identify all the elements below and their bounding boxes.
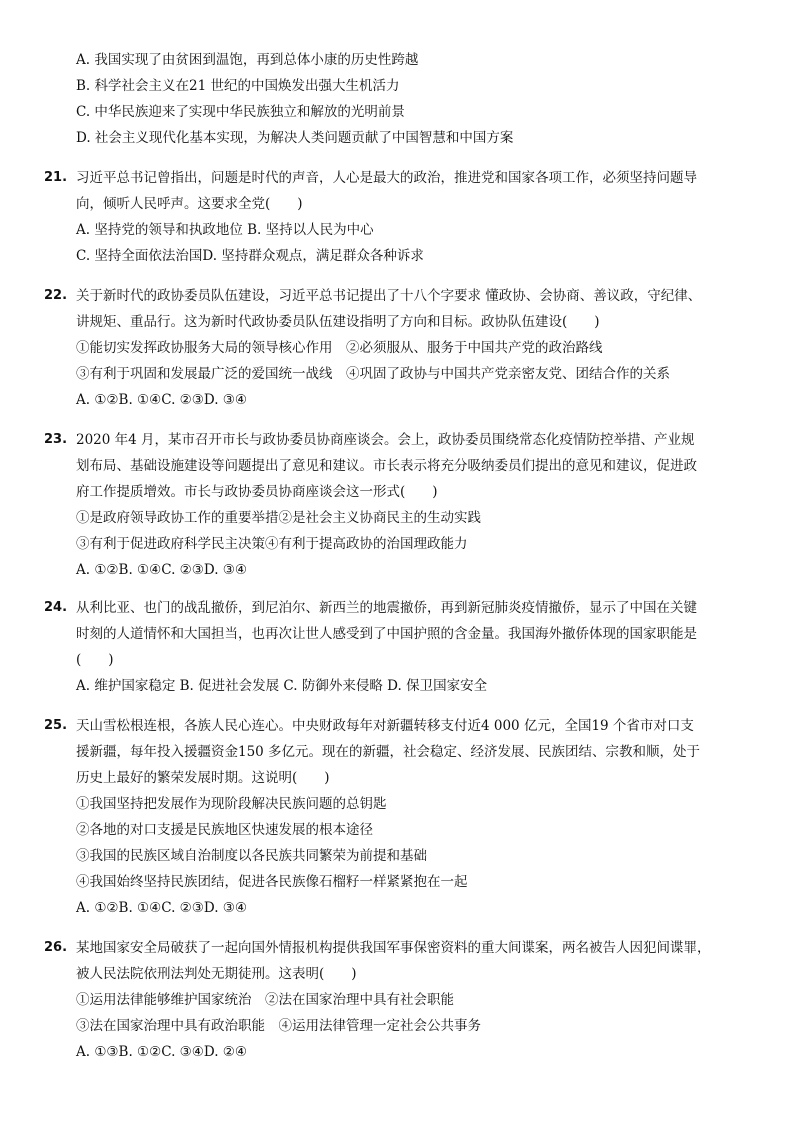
option-line: A. ①②B. ①④C. ②③D. ③④ [76, 392, 248, 408]
question-stem: 2020 年4 月，某市召开市长与政协委员协商座谈会。会上，政协委员围绕常态化疫情防控举措、产业规 [76, 432, 695, 448]
question-stem: 讲规矩、重品行。这为新时代政协委员队伍建设指明了方向和目标。政协队伍建设( ) [76, 314, 600, 330]
question-number: 26. [44, 940, 68, 955]
option-line: D. 社会主义现代化基本实现，为解决人类问题贡献了中国智慧和中国方案 [76, 130, 514, 146]
statement-line: ①是政府领导政协工作的重要举措②是社会主义协商民主的生动实践 [76, 510, 481, 526]
option-line: C. 坚持全面依法治国D. 坚持群众观点，满足群众各种诉求 [76, 248, 424, 264]
statement-line: ③有利于促进政府科学民主决策④有利于提高政协的治国理政能力 [76, 536, 468, 552]
statement-line: ③有利于巩固和发展最广泛的爱国统一战线 ④巩固了政协与中国共产党亲密友党、团结合作的关系 [76, 366, 670, 382]
statement-line: ③法在国家治理中具有政治职能 ④运用法律管理一定社会公共事务 [76, 1018, 481, 1034]
option-line: A. ①③B. ①②C. ③④D. ②④ [76, 1044, 248, 1060]
question-stem: 援新疆，每年投入援疆资金150 多亿元。现在的新疆，社会稳定、经济发展、民族团结、宗教和顺，处于 [76, 744, 701, 760]
question-stem: 天山雪松根连根，各族人民心连心。中央财政每年对新疆转移支付近4 000 亿元，全国19 个省市对口支 [76, 718, 694, 734]
question-number: 21. [44, 170, 68, 185]
question-stem: 从利比亚、也门的战乱撤侨，到尼泊尔、新西兰的地震撤侨，再到新冠肺炎疫情撤侨，显示了中国在关键 [76, 600, 697, 616]
option-line: B. 科学社会主义在21 世纪的中国焕发出强大生机活力 [76, 78, 400, 94]
statement-line: ①运用法律能够维护国家统治 ②法在国家治理中具有社会职能 [76, 992, 454, 1008]
question-stem: ( ) [76, 652, 114, 668]
option-line: C. 中华民族迎来了实现中华民族独立和解放的光明前景 [76, 104, 405, 120]
option-line: A. ①②B. ①④C. ②③D. ③④ [76, 562, 248, 578]
option-line: A. ①②B. ①④C. ②③D. ③④ [76, 900, 248, 916]
question-stem: 习近平总书记曾指出，问题是时代的声音，人心是最大的政治，推进党和国家各项工作，必须坚持问题导 [76, 170, 697, 186]
statement-line: ②各地的对口支援是民族地区快速发展的根本途径 [76, 822, 373, 838]
question-stem: 某地国家安全局破获了一起向国外情报机构提供我国军事保密资料的重大间谍案，两名被告人因犯间谍罪， [76, 940, 711, 956]
question-number: 23. [44, 432, 68, 447]
question-stem: 府工作提质增效。市长与政协委员协商座谈会这一形式( ) [76, 484, 438, 500]
statement-line: ③我国的民族区域自治制度以各民族共同繁荣为前提和基础 [76, 848, 427, 864]
question-number: 25. [44, 718, 68, 733]
question-stem: 划布局、基础设施建设等问题提出了意见和建议。市长表示将充分吸纳委员们提出的意见和建议，促进政 [76, 458, 697, 474]
statement-line: ①我国坚持把发展作为现阶段解决民族问题的总钥匙 [76, 796, 387, 812]
question-stem: 关于新时代的政协委员队伍建设，习近平总书记提出了十八个字要求 懂政协、会协商、善议政，守纪律、 [76, 288, 702, 304]
question-number: 24. [44, 600, 68, 615]
question-stem: 时刻的人道情怀和大国担当，也再次让世人感受到了中国护照的含金量。我国海外撤侨体现的国家职能是 [76, 626, 697, 642]
statement-line: ①能切实发挥政协服务大局的领导核心作用 ②必须服从、服务于中国共产党的政治路线 [76, 340, 603, 356]
statement-line: ④我国始终坚持民族团结，促进各民族像石榴籽一样紧紧抱在一起 [76, 874, 468, 890]
question-stem: 向，倾听人民呼声。这要求全党( ) [76, 196, 303, 212]
option-line: A. 坚持党的领导和执政地位 B. 坚持以人民为中心 [76, 222, 374, 238]
option-line: A. 维护国家稳定 B. 促进社会发展 C. 防御外来侵略 D. 保卫国家安全 [76, 678, 488, 694]
question-number: 22. [44, 288, 68, 303]
option-line: A. 我国实现了由贫困到温饱，再到总体小康的历史性跨越 [76, 52, 419, 68]
question-stem: 历史上最好的繁荣发展时期。这说明( ) [76, 770, 330, 786]
question-stem: 被人民法院依刑法判处无期徒刑。这表明( ) [76, 966, 357, 982]
